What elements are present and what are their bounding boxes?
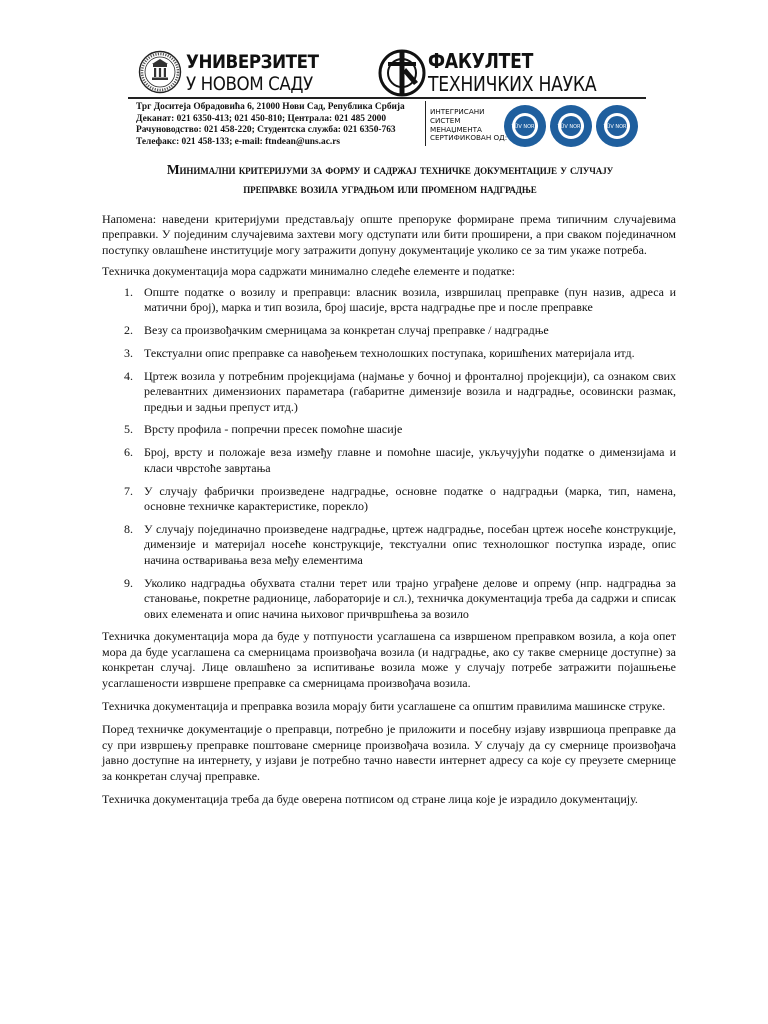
ims-line1: ИНТЕГРИСАНИ — [430, 107, 485, 116]
document-body — [102, 212, 676, 816]
list-item-number: 3. — [124, 345, 133, 360]
badge-label: TÜV NORD — [557, 124, 585, 130]
faculty-name-line1: ФАКУЛТЕТ — [428, 49, 534, 73]
header-vertical-divider — [425, 101, 426, 146]
university-name-line1: УНИВЕРЗИТЕТ — [186, 51, 319, 73]
intro-paragraph: Техничка документација мора садржати минимално следеће елементе и податке: — [102, 264, 515, 279]
list-item — [102, 346, 676, 361]
list-item-number: 6. — [124, 445, 133, 460]
list-item — [102, 285, 676, 316]
engineering-rules-paragraph: Техничка документација и преправка возила морају бити усаглашене са општим правилима машинске струке. — [102, 699, 666, 714]
contact-dean-office: Деканат: 021 6350-413; 021 450-810; Централа: 021 485 2000 — [136, 113, 387, 124]
list-item-number: 9. — [124, 575, 133, 590]
statement-paragraph: Поред техничке документације о преправци, потребно је приложити и посебну изјаву извршиоца преправке да су при извршењу преправке поштоване смернице произвођача возила. У случају да су смернице произвођача јавно доступне на интернету, у изјави је потребно тачно навести интернет адресу са које су преузете смернице за конкретан случај преправке. — [102, 722, 676, 783]
note-paragraph: Напомена: наведени критеријуми представљају опште препоруке формиране према типичним случајевима преправки. У појединим случајевима захтеви могу одступати или бити проширени, а при сваком појединачном поступку овлашћене институције могу затражити допуну документације уколико се за тим укаже потреба. — [102, 212, 676, 257]
ims-line2: СИСТЕМ — [430, 115, 461, 125]
list-item — [102, 484, 676, 515]
tuv-nord-badge-icon — [503, 104, 547, 148]
list-item-number: 1. — [124, 284, 133, 299]
list-item-text: У случају појединачно произведене надградње, цртеж надградње, посебан цртеж носеће конструкције, димензије и материјал носеће конструкције, текстуални опис технолошког поступка израде, опис начина остваривања веза међу елементима — [144, 522, 676, 567]
list-item-number: 4. — [124, 368, 133, 383]
university-seal-icon — [138, 50, 182, 94]
university-name — [186, 51, 319, 95]
list-item — [102, 576, 676, 622]
ims-line3: МЕНАЏМЕНТА — [430, 124, 482, 134]
university-name-line2: У НОВОМ САДУ — [186, 73, 313, 95]
faculty-name-line2: ТЕХНИЧКИХ НАУКА — [428, 72, 597, 96]
tuv-nord-badge-icon — [549, 104, 593, 148]
list-item-number: 5. — [124, 422, 133, 437]
title-line1: Минимални критеријуми за форму и садржај техничке документације у случају — [166, 162, 614, 177]
requirements-list — [102, 285, 676, 622]
list-item-text: Текстуални опис преправке са навођењем технолошких поступака, коришћених материјала итд. — [144, 345, 635, 360]
ims-line4: СЕРТИФИКОВАН ОД: — [430, 133, 508, 143]
list-item-text: Уколико надградња обухвата стални терет или трајно уграђене делове и опрему (нпр. надградња за становање, покретне радионице, лабораторије и сл.), техничка документација треба да садржи и списак ових елемената и опис начина њиховог причвршћења за возило — [144, 575, 676, 621]
list-item-number: 2. — [124, 322, 133, 337]
contact-fax-email: Телефакс: 021 458-133; e-mail: ftndean@uns.ac.rs — [136, 136, 341, 147]
list-item-number: 7. — [124, 483, 133, 498]
badge-label: TÜV NORD — [511, 124, 539, 130]
list-item-text: Цртеж возила у потребним пројекцијама (најмање у бочној и фронталној пројекцији), са ознаком свих релевантних димензионих параметара (габаритне димензије возила и надградње, осовински размак, предњи и задњи препуст итд.) — [144, 368, 676, 414]
list-item — [102, 522, 676, 568]
badge-label: TÜV NORD — [603, 124, 631, 130]
list-item-text: У случају фабрички произведене надградње, основне податке о надградњи (марка, тип, намена, основне техничке карактеристике, порекло) — [144, 483, 676, 514]
list-item — [102, 323, 676, 338]
compliance-paragraph: Техничка документација мора да буде у потпуности усаглашена са извршеном преправком возила, а која опет мора да буде усаглашена са смерницама произвођача возила (и надградње, ако су такве смернице доступне) за конкретан случај. Лице овлашћено за испитивање возила може у случају потребе затражити појашњење усаглашености извршене преправке са смерницама произвођача возила. — [102, 629, 676, 690]
letterhead — [0, 0, 768, 160]
faculty-name — [428, 50, 596, 96]
list-item-text: Везу са произвођачким смерницама за конкретан случај преправке / надградње — [144, 322, 549, 337]
contact-info — [136, 102, 426, 148]
list-item-text: Број, врсту и положаје веза између главне и помоћне шасије, укључујући податке о димензијама и класи чврстоће завртања — [144, 445, 676, 475]
header-divider — [128, 97, 646, 99]
contact-accounting: Рачуноводство: 021 458-220; Студентска служба: 021 6350-763 — [136, 125, 396, 135]
ftn-logo-icon — [378, 48, 426, 98]
signature-paragraph: Техничка документација треба да буде оверена потписом од стране лица које је израдило документацију. — [102, 792, 638, 807]
list-item-number: 8. — [124, 522, 133, 536]
list-item-text: Опште податке о возилу и преправци: власник возила, извршилац преправке (пун назив, адреса и матични број), марка и тип возила, број шасије, врста надградње пре и после преправке — [144, 284, 676, 315]
list-item — [102, 369, 676, 415]
list-item — [102, 422, 676, 437]
tuv-nord-badge-icon — [595, 104, 639, 148]
document-title — [100, 161, 680, 198]
title-line2: преправке возила уградњом или променом надградње — [243, 180, 537, 196]
ims-label — [430, 107, 508, 143]
list-item-text: Врсту профила - попречни пресек помоћне шасије — [144, 422, 403, 437]
contact-address: Трг Доситеја Обрадовића 6, 21000 Нови Сад, Република Србија — [136, 102, 405, 112]
list-item — [102, 445, 676, 476]
